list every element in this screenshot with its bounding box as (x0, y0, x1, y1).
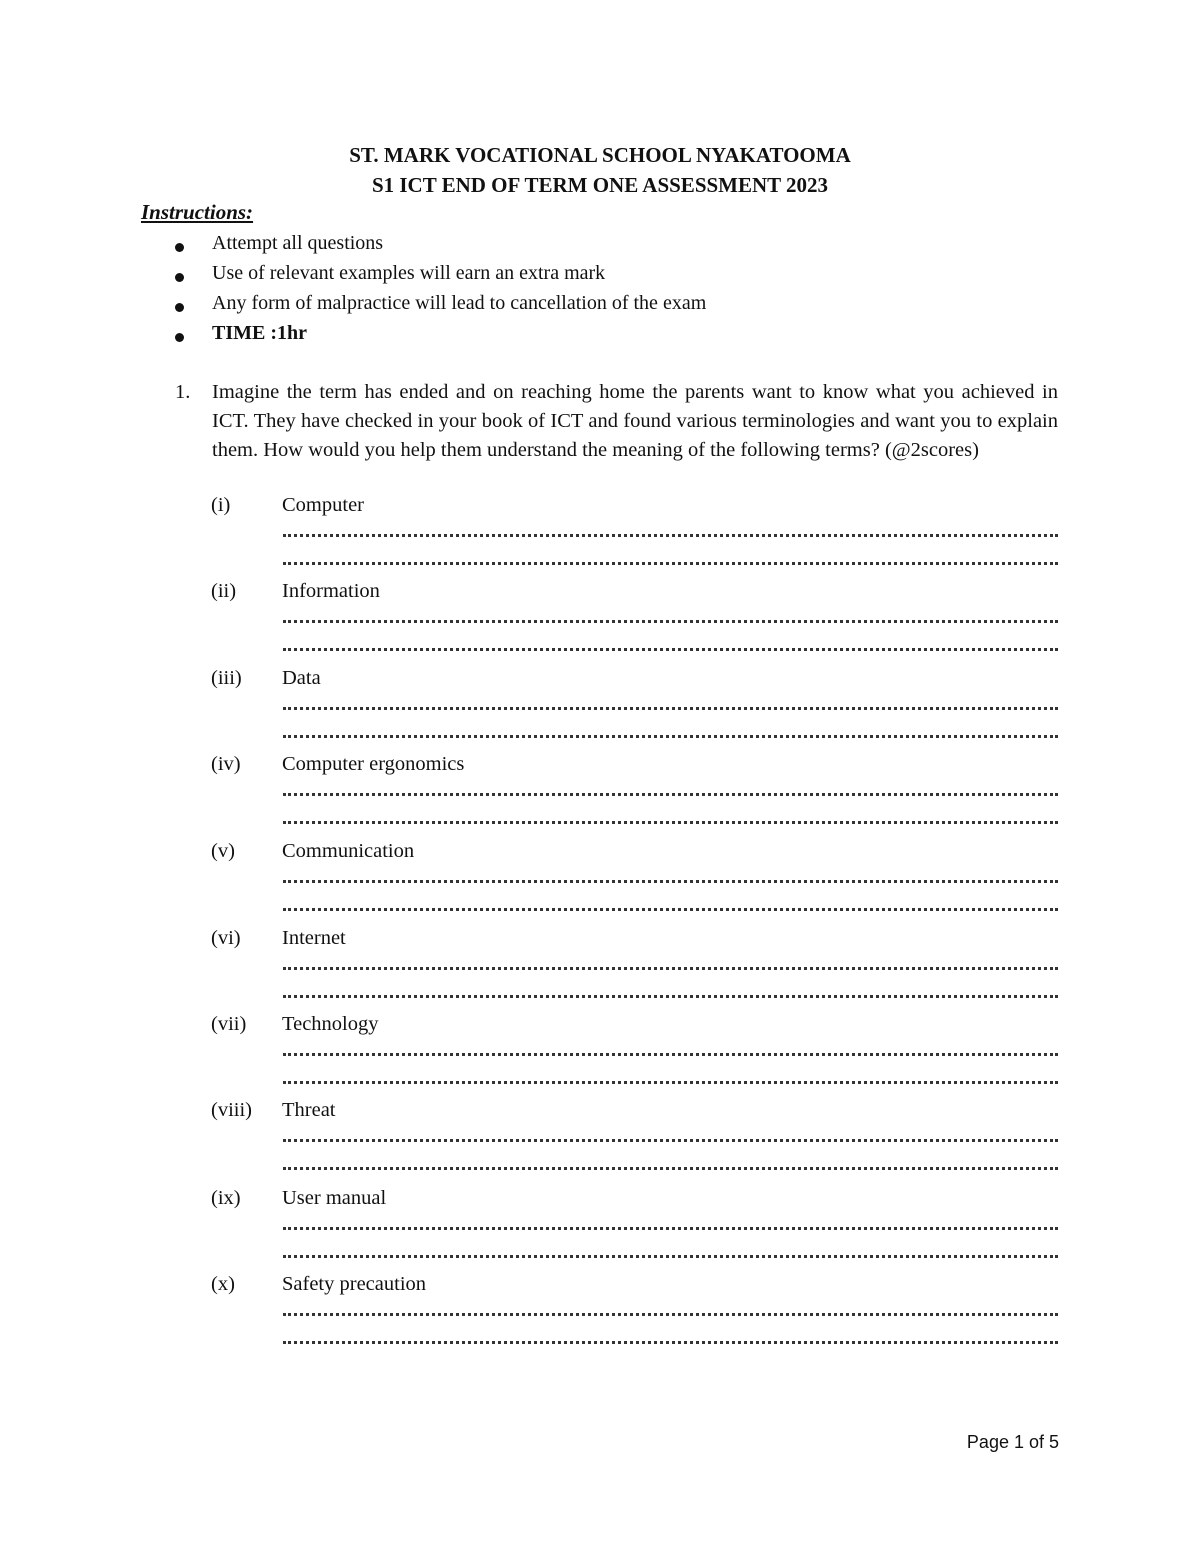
answer-line[interactable] (283, 967, 1058, 970)
answer-line[interactable] (283, 995, 1058, 998)
item-term: User manual (282, 1187, 387, 1209)
answer-line[interactable] (283, 1341, 1058, 1344)
item-label: (iv) (211, 753, 241, 775)
instruction-text: Attempt all questions (212, 232, 384, 254)
answer-line[interactable] (283, 1081, 1058, 1084)
answer-line[interactable] (283, 821, 1058, 824)
item-term: Information (282, 580, 380, 602)
item-term: Computer (282, 494, 364, 516)
answer-line[interactable] (283, 793, 1058, 796)
item-label: (v) (211, 840, 235, 862)
answer-line[interactable] (283, 735, 1058, 738)
item-label: (viii) (211, 1099, 252, 1121)
item-term: Internet (282, 927, 346, 949)
answer-line[interactable] (283, 1255, 1058, 1258)
bullet-icon (175, 243, 184, 252)
answer-line[interactable] (283, 1139, 1058, 1142)
item-label: (ii) (211, 580, 237, 602)
bullet-icon (175, 273, 184, 282)
question-number: 1. (175, 381, 191, 403)
item-term: Computer ergonomics (282, 753, 465, 775)
answer-line[interactable] (283, 1313, 1058, 1316)
item-label: (iii) (211, 667, 242, 689)
answer-line[interactable] (283, 1227, 1058, 1230)
item-term: Technology (282, 1013, 379, 1035)
item-term: Safety precaution (282, 1273, 427, 1295)
item-term: Communication (282, 840, 415, 862)
question-text: Imagine the term has ended and on reaching home the parents want to know what you achieved in ICT. They have checked in your book of ICT and found various terminologies and want you to explain them. How would you help them understand the meaning of the following terms? (@2scores) (212, 381, 1058, 461)
answer-line[interactable] (283, 707, 1058, 710)
page-number: Page 1 of 5 (966, 1432, 1059, 1452)
answer-line[interactable] (283, 534, 1058, 537)
answer-line[interactable] (283, 880, 1058, 883)
bullet-icon (175, 333, 184, 342)
answer-line[interactable] (283, 648, 1058, 651)
instruction-text: TIME :1hr (212, 322, 307, 344)
instructions-heading: Instructions: (141, 200, 254, 224)
item-label: (vii) (211, 1013, 247, 1035)
answer-line[interactable] (283, 908, 1058, 911)
item-label: (i) (211, 494, 231, 516)
item-label: (ix) (211, 1187, 241, 1209)
instruction-text: Use of relevant examples will earn an extra mark (212, 262, 606, 284)
item-term: Data (282, 667, 321, 689)
item-label: (x) (211, 1273, 235, 1295)
item-term: Threat (282, 1099, 336, 1121)
bullet-icon (175, 303, 184, 312)
school-name: ST. MARK VOCATIONAL SCHOOL NYAKATOOMA (349, 143, 851, 167)
answer-line[interactable] (283, 1167, 1058, 1170)
instruction-text: Any form of malpractice will lead to cancellation of the exam (212, 292, 707, 314)
answer-line[interactable] (283, 620, 1058, 623)
item-label: (vi) (211, 927, 241, 949)
exam-title: S1 ICT END OF TERM ONE ASSESSMENT 2023 (371, 173, 829, 197)
answer-line[interactable] (283, 562, 1058, 565)
answer-line[interactable] (283, 1053, 1058, 1056)
